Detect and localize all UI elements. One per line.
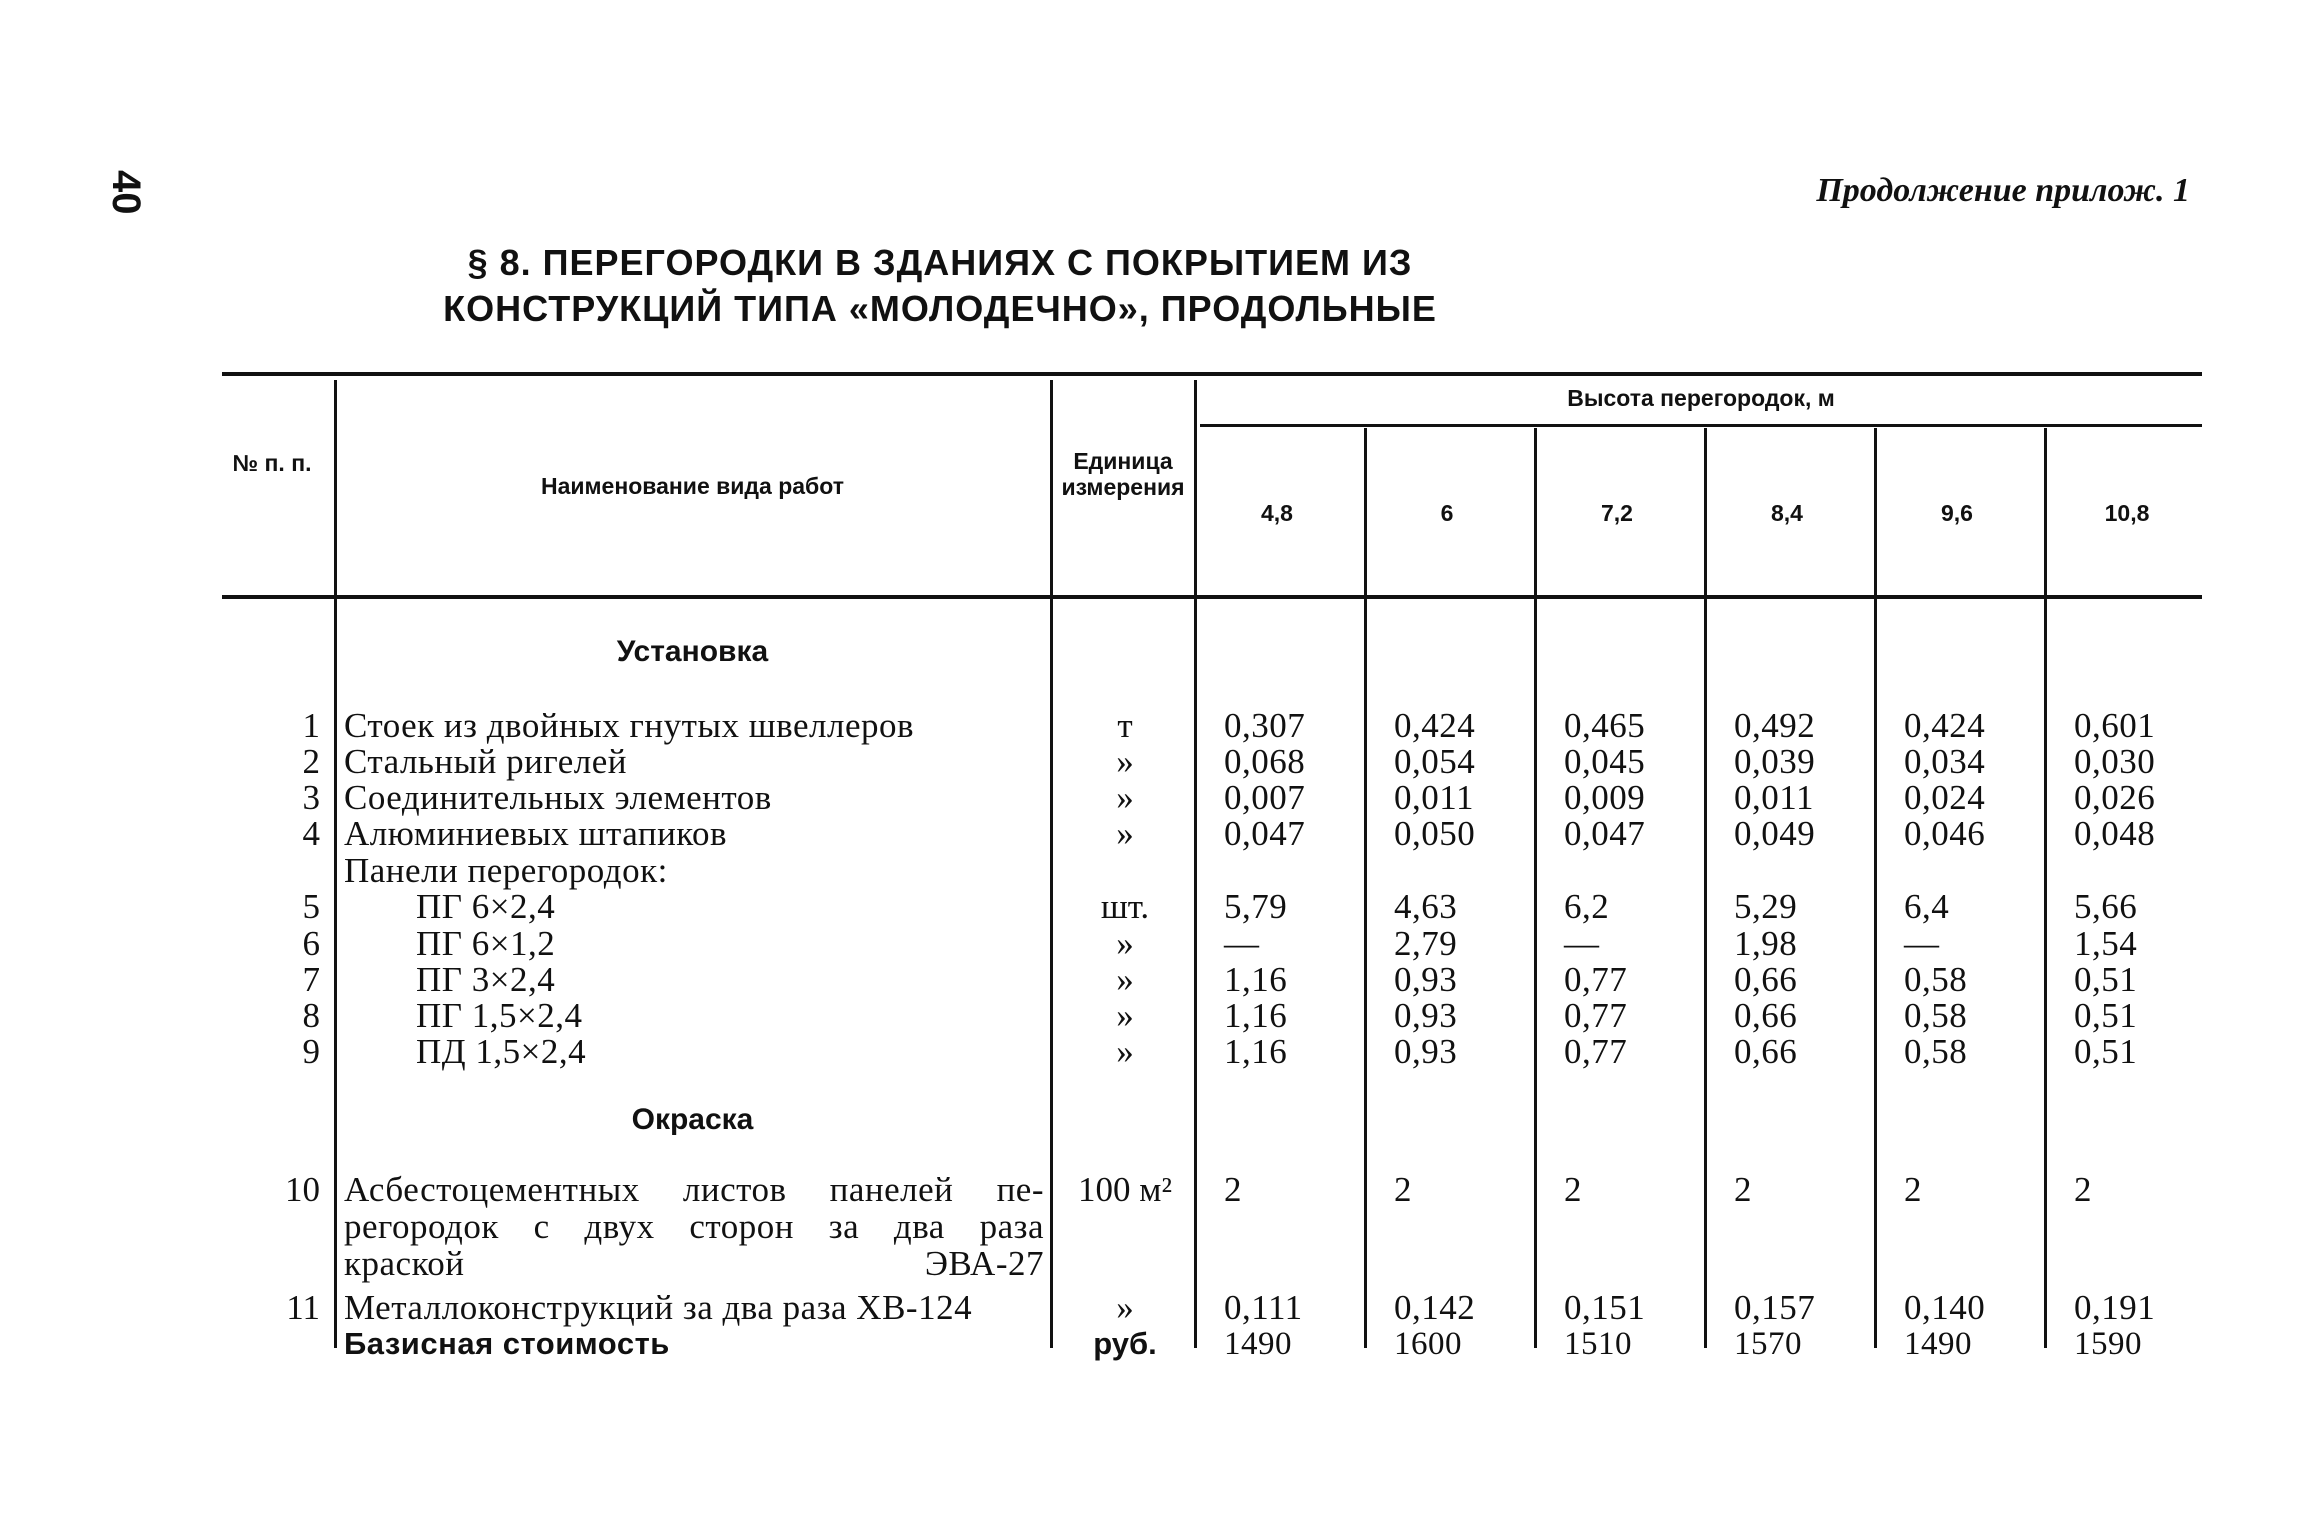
- row-value: 0,024: [1904, 778, 1986, 817]
- section-title: [0, 240, 1880, 332]
- row-value: 0,58: [1904, 996, 1968, 1035]
- header-num: № п. п.: [232, 450, 312, 476]
- row-number: 3: [302, 778, 320, 817]
- row-value: 0,66: [1734, 996, 1798, 1035]
- section-label-painting: Окраска: [631, 1103, 754, 1136]
- row-value: 1600: [1394, 1326, 1462, 1362]
- row-value: 1,16: [1224, 996, 1288, 1035]
- header-height-3: 7,2: [1601, 500, 1633, 526]
- row-unit: »: [1116, 742, 1134, 781]
- row-value: 0,046: [1904, 814, 1986, 853]
- row-name: Стальный ригелей: [344, 742, 627, 781]
- row-unit: »: [1116, 1288, 1134, 1327]
- row-value: 1,98: [1734, 924, 1798, 963]
- row-name: Панели перегородок:: [344, 851, 668, 890]
- row-value: 0,054: [1394, 742, 1476, 781]
- row-value: 0,026: [2074, 778, 2156, 817]
- col-divider-h3: [1704, 428, 1707, 1348]
- row-number: 8: [302, 996, 320, 1035]
- row-value: —: [1224, 924, 1260, 963]
- row-unit: 100 м²: [1078, 1170, 1172, 1209]
- row-value: 0,007: [1224, 778, 1306, 817]
- row-value: 0,191: [2074, 1288, 2156, 1327]
- col-divider-unit: [1194, 380, 1197, 1348]
- row-number: 1: [302, 706, 320, 745]
- row-value: 0,51: [2074, 960, 2138, 999]
- row-value: 0,009: [1564, 778, 1646, 817]
- row-number: 11: [286, 1288, 320, 1327]
- row-value: 0,66: [1734, 1032, 1798, 1071]
- row-unit: »: [1116, 1032, 1134, 1071]
- row-number: 5: [302, 887, 320, 926]
- row-name-line: краской ЭВА-27: [344, 1244, 1044, 1283]
- row-value: 2: [1224, 1170, 1242, 1209]
- row-value: 1570: [1734, 1326, 1802, 1362]
- row-unit: »: [1116, 778, 1134, 817]
- col-divider-h4: [1874, 428, 1877, 1348]
- row-value: 0,011: [1734, 778, 1814, 817]
- row-value: 0,142: [1394, 1288, 1476, 1327]
- row-value: 0,034: [1904, 742, 1986, 781]
- header-height-6: 10,8: [2104, 500, 2150, 526]
- row-value: 0,424: [1394, 706, 1476, 745]
- row-unit: »: [1116, 924, 1134, 963]
- header-name: Наименование вида работ: [541, 473, 844, 499]
- row-value: 0,049: [1734, 814, 1816, 853]
- row-value: 2: [1564, 1170, 1582, 1209]
- row-value: 0,039: [1734, 742, 1816, 781]
- col-divider-h5: [2044, 428, 2047, 1348]
- row-value: 2,79: [1394, 924, 1458, 963]
- row-value: 6,2: [1564, 887, 1610, 926]
- row-value: 0,93: [1394, 960, 1458, 999]
- row-unit: шт.: [1100, 887, 1150, 926]
- row-name: Металлоконструкций за два раза ХВ-124: [344, 1288, 973, 1327]
- row-value: 0,93: [1394, 996, 1458, 1035]
- row-name-line: регородок с двух сторон за два раза: [344, 1207, 1044, 1246]
- row-value: 5,29: [1734, 887, 1798, 926]
- row-value: 0,424: [1904, 706, 1986, 745]
- row-value: 0,77: [1564, 996, 1628, 1035]
- row-value: 0,601: [2074, 706, 2156, 745]
- row-value: 0,66: [1734, 960, 1798, 999]
- col-divider-num: [334, 380, 337, 1348]
- row-number: 6: [302, 924, 320, 963]
- row-value: 2: [1904, 1170, 1922, 1209]
- page-number: 40: [104, 170, 148, 215]
- row-value: 1510: [1564, 1326, 1632, 1362]
- title-line-2: КОНСТРУКЦИЙ ТИПА «МОЛОДЕЧНО», ПРОДОЛЬНЫЕ: [443, 288, 1437, 329]
- row-number: 10: [285, 1170, 320, 1209]
- row-value: 5,79: [1224, 887, 1288, 926]
- row-number: 7: [302, 960, 320, 999]
- row-value: 2: [1394, 1170, 1412, 1209]
- row-value: 0,047: [1224, 814, 1306, 853]
- row-value: 0,047: [1564, 814, 1646, 853]
- header-heights-title: Высота перегородок, м: [1567, 385, 1835, 411]
- row-value: 1490: [1904, 1326, 1972, 1362]
- row-value: —: [1564, 924, 1600, 963]
- row-value: 0,77: [1564, 960, 1628, 999]
- row-value: 4,63: [1394, 887, 1458, 926]
- row-unit: т: [1117, 706, 1133, 745]
- row-value: 0,51: [2074, 996, 2138, 1035]
- row-value: 0,111: [1224, 1288, 1303, 1327]
- row-value: 0,51: [2074, 1032, 2138, 1071]
- row-value: 0,151: [1564, 1288, 1646, 1327]
- row-value: 5,66: [2074, 887, 2138, 926]
- col-divider-name: [1050, 380, 1053, 1348]
- row-value: 2: [2074, 1170, 2092, 1209]
- row-number: 2: [302, 742, 320, 781]
- row-value: 0,465: [1564, 706, 1646, 745]
- row-name: Алюминиевых штапиков: [344, 814, 728, 853]
- row-value: 1,16: [1224, 960, 1288, 999]
- row-value: 0,58: [1904, 1032, 1968, 1071]
- row-value: 1590: [2074, 1326, 2142, 1362]
- title-line-1: § 8. ПЕРЕГОРОДКИ В ЗДАНИЯХ С ПОКРЫТИЕМ ИЗ: [467, 242, 1413, 283]
- row-name-line: Асбестоцементных листов панелей пе-: [344, 1170, 1044, 1209]
- row-value: 0,58: [1904, 960, 1968, 999]
- header-height-4: 8,4: [1771, 500, 1803, 526]
- row-name: Стоек из двойных гнутых швеллеров: [344, 706, 915, 745]
- row-value: 0,045: [1564, 742, 1646, 781]
- row-name: ПГ 6×1,2: [416, 924, 556, 963]
- row-value: 0,030: [2074, 742, 2156, 781]
- row-unit: »: [1116, 960, 1134, 999]
- row-value: 1,16: [1224, 1032, 1288, 1071]
- row-unit: руб.: [1093, 1326, 1157, 1361]
- col-divider-h2: [1534, 428, 1537, 1348]
- continuation-note: Продолжение прилож. 1: [1816, 172, 2190, 209]
- row-value: 0,307: [1224, 706, 1306, 745]
- row-number: 9: [302, 1032, 320, 1071]
- row-value: 6,4: [1904, 887, 1950, 926]
- row-name: Базисная стоимость: [344, 1326, 670, 1361]
- header-height-1: 4,8: [1261, 500, 1293, 526]
- row-value: 0,050: [1394, 814, 1476, 853]
- row-value: 0,011: [1394, 778, 1474, 817]
- row-value: 0,068: [1224, 742, 1306, 781]
- header-bottom-rule: [222, 595, 2202, 599]
- row-name: ПД 1,5×2,4: [416, 1032, 587, 1071]
- row-value: 0,048: [2074, 814, 2156, 853]
- row-name: ПГ 6×2,4: [416, 887, 556, 926]
- row-unit: »: [1116, 996, 1134, 1035]
- table-top-rule: [222, 372, 2202, 376]
- height-subheader-rule: [1200, 424, 2202, 427]
- row-value: 1,54: [2074, 924, 2138, 963]
- header-height-5: 9,6: [1941, 500, 1973, 526]
- row-value: 0,157: [1734, 1288, 1816, 1327]
- row-value: 2: [1734, 1170, 1752, 1209]
- row-value: 0,492: [1734, 706, 1816, 745]
- section-label-installation: Установка: [616, 635, 769, 668]
- header-height-2: 6: [1440, 500, 1454, 526]
- row-value: 0,140: [1904, 1288, 1986, 1327]
- row-name: ПГ 1,5×2,4: [416, 996, 583, 1035]
- row-value: —: [1904, 924, 1940, 963]
- row-number: 4: [302, 814, 320, 853]
- row-value: 0,77: [1564, 1032, 1628, 1071]
- row-value: 0,93: [1394, 1032, 1458, 1071]
- row-name: Соединительных элементов: [344, 778, 772, 817]
- row-name: ПГ 3×2,4: [416, 960, 556, 999]
- col-divider-h1: [1364, 428, 1367, 1348]
- header-unit: Единица измерения: [1061, 448, 1185, 500]
- row-unit: »: [1116, 814, 1134, 853]
- row-value: 1490: [1224, 1326, 1292, 1362]
